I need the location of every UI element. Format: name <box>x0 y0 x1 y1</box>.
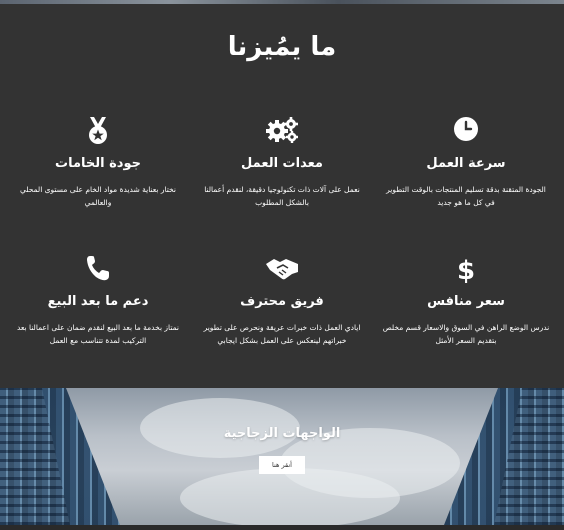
click-here-button[interactable]: أنقر هنا <box>259 456 305 474</box>
feature-description: الجودة المتقنة بدقة تسليم المنتجات بالوقت التطوير في كل ما هو جديد <box>386 185 546 207</box>
feature-title: سرعة العمل <box>426 156 506 171</box>
feature-description: ندرس الوضع الراهن في السوق والاسعار قسم مخلص بتقديم السعر الأمثل <box>382 323 550 345</box>
feature-title: سعر منافس <box>427 294 505 309</box>
feature-description: نختار بعناية شديدة مواد الخام على مستوى المحلي والعالمي <box>20 185 176 207</box>
phone-icon <box>78 254 118 288</box>
feature-title: جودة الخامات <box>55 156 141 171</box>
svg-text:$: $ <box>456 256 476 284</box>
feature-description: نمتاز بخدمة ما بعد البيع لنقدم ضمان على اعمالنا بعد التركيب لمدة تتناسب مع العمل <box>16 323 180 345</box>
feature-equipment <box>188 116 376 209</box>
handshake-icon <box>262 254 302 288</box>
dollar-icon <box>446 254 486 288</box>
feature-title: فريق محترف <box>240 294 324 309</box>
feature-description: ايادي العمل ذات خبرات عريقة ونحرص على تطوير خبراتهم لينعكس على العمل بشكل ايجابي <box>203 323 361 345</box>
feature-team <box>188 254 376 347</box>
glass-facades-banner <box>0 388 564 525</box>
feature-price <box>372 254 560 347</box>
feature-description: نعمل على آلات ذات تكنولوجيا دقيقة، لنقدم أعمالنا بالشكل المطلوب <box>204 185 360 207</box>
medal-icon <box>78 116 118 150</box>
clock-icon <box>446 116 486 150</box>
feature-title: معدات العمل <box>241 156 323 171</box>
feature-support <box>4 254 192 347</box>
gears-icon <box>262 116 302 150</box>
feature-title: دعم ما بعد البيع <box>47 294 149 309</box>
feature-speed <box>372 116 560 209</box>
features-section <box>0 4 564 388</box>
feature-materials <box>4 116 192 209</box>
banner-title: الواجهات الزجاجية <box>223 426 341 441</box>
bottom-strip <box>0 525 564 530</box>
background-cloud <box>180 468 400 525</box>
section-title: ما يمُيزنا <box>227 32 337 62</box>
